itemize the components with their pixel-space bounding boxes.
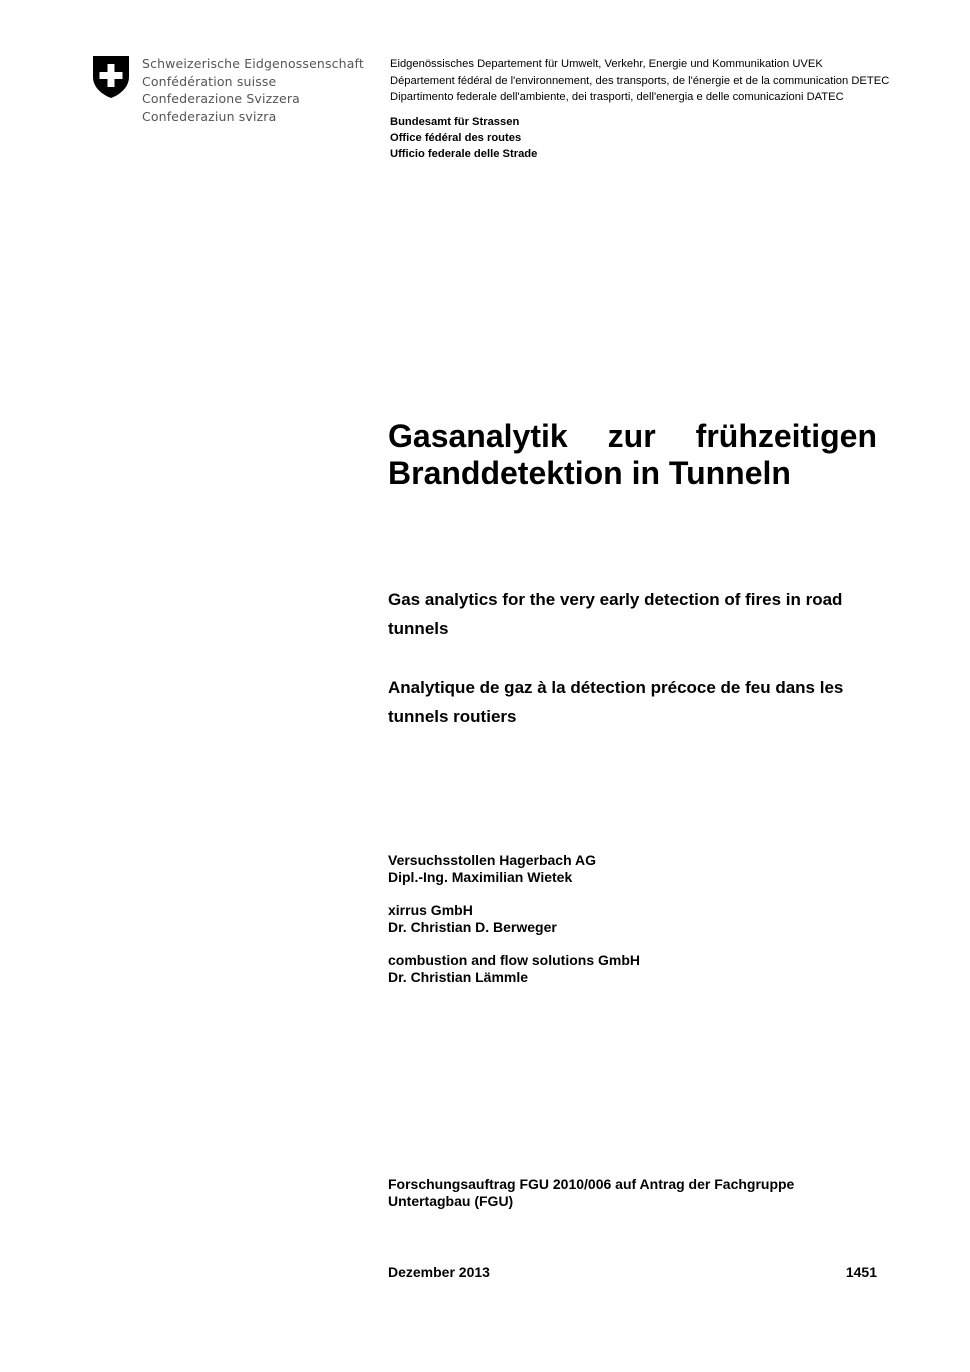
publication-date: Dezember 2013 [388, 1264, 490, 1280]
report-number: 1451 [845, 1264, 877, 1280]
author-organization: xirrus GmbH [388, 902, 473, 918]
author-organization: Versuchsstollen Hagerbach AG [388, 852, 596, 868]
authors-block [388, 852, 640, 1002]
author-group [388, 902, 640, 936]
logo-name-fr: Confédération suisse [142, 73, 277, 89]
department-block [390, 56, 889, 106]
office-it: Ufficio federale delle Strade [390, 148, 538, 161]
report-title [388, 418, 877, 492]
title-line-2: Branddetektion in Tunneln [388, 455, 791, 491]
confederation-names [142, 55, 364, 125]
title-word: Gasanalytik [388, 418, 568, 454]
author-group [388, 852, 640, 886]
logo-name-it: Confederazione Svizzera [142, 91, 300, 106]
logo-name-de: Schweizerische Eidgenossenschaft [142, 56, 364, 71]
swiss-shield-icon [92, 55, 130, 99]
office-de: Bundesamt für Strassen [390, 116, 520, 128]
author-group [388, 952, 640, 986]
logo-name-rm: Confederaziun svizra [142, 108, 277, 124]
author-name: Dr. Christian Lämmle [388, 969, 529, 985]
subtitle-english: Gas analytics for the very early detection of fires in road tunnels [388, 590, 843, 638]
department-fr: Département fédéral de l'environnement, des transports, de l'énergie et de la communication DETEC [390, 74, 890, 87]
author-organization: combustion and flow solutions GmbH [388, 952, 640, 968]
subtitle-french: Analytique de gaz à la détection précoce de feu dans les tunnels routiers [388, 678, 844, 726]
author-name: Dr. Christian D. Berweger [388, 919, 557, 935]
office-block [390, 114, 537, 163]
author-name: Dipl.-Ing. Maximilian Wietek [388, 869, 573, 885]
title-word: frühzeitigen [695, 418, 877, 454]
title-line-1 [388, 418, 877, 455]
title-word: zur [607, 418, 656, 454]
department-it: Dipartimento federale dell'ambiente, dei trasporti, dell'energia e delle comunicazioni DATEC [390, 91, 844, 104]
research-mandate: Forschungsauftrag FGU 2010/006 auf Antrag der Fachgruppe Untertagbau (FGU) [388, 1176, 795, 1209]
office-fr: Office fédéral des routes [390, 132, 522, 145]
department-de: Eidgenössisches Departement für Umwelt, Verkehr, Energie und Kommunikation UVEK [390, 58, 823, 70]
